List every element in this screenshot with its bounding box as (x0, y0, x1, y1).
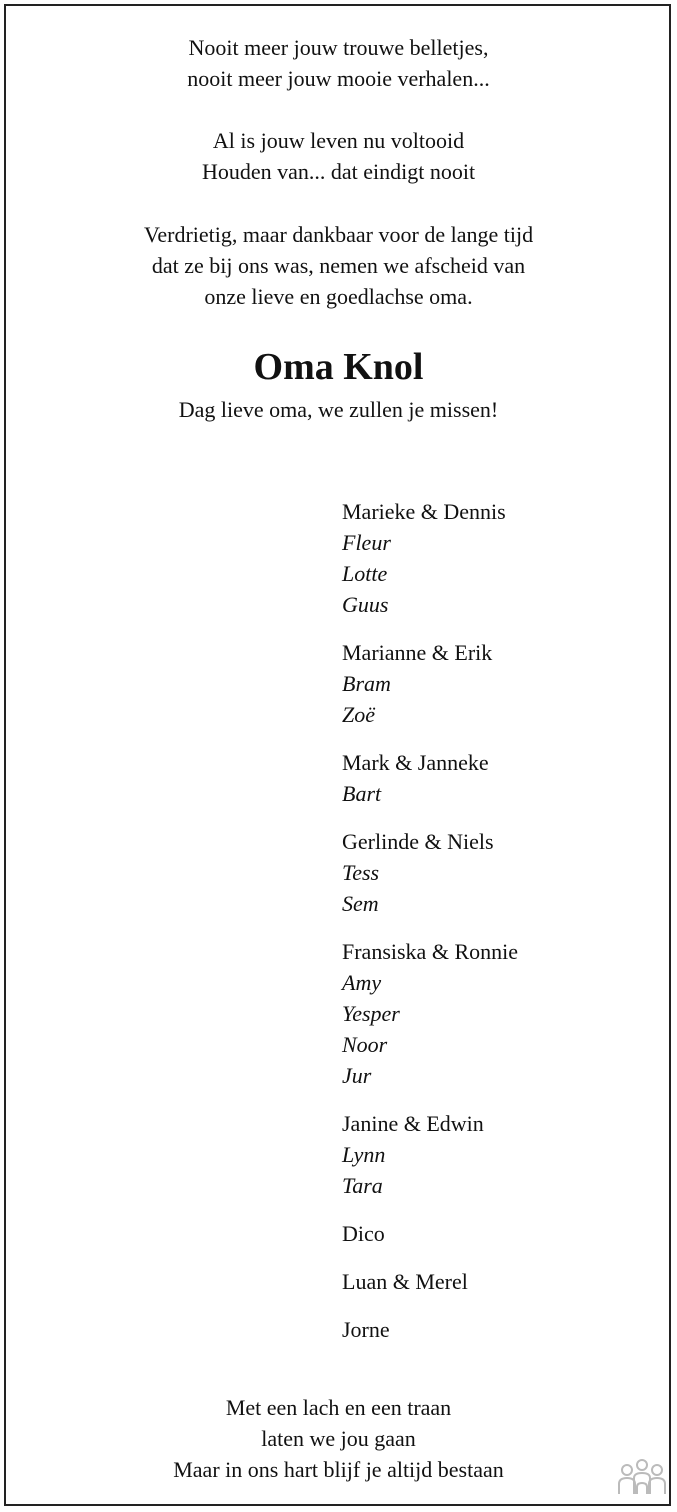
intro-text (0, 219, 677, 312)
intro-line: dat ze bij ons was, nemen we afscheid van (151, 253, 526, 278)
family-group (342, 1108, 662, 1201)
closing-poem (0, 1392, 677, 1485)
family-child: Amy (342, 970, 382, 995)
family-parents: Dico (342, 1221, 385, 1246)
family-parents: Fransiska & Ronnie (342, 939, 518, 964)
poem-line: Houden van... dat eindigt nooit (201, 159, 476, 184)
family-child: Sem (342, 891, 379, 916)
family-group (342, 1218, 662, 1249)
closing-line: Met een lach en een traan (225, 1395, 452, 1420)
family-child: Tara (342, 1173, 383, 1198)
family-child: Lynn (342, 1142, 386, 1167)
closing-line: Maar in ons hart blijf je altijd bestaan (173, 1457, 504, 1482)
poem-line: nooit meer jouw mooie verhalen... (187, 66, 490, 91)
family-group (342, 936, 662, 1091)
poem-middle (0, 125, 677, 187)
family-parents: Marianne & Erik (342, 640, 493, 665)
farewell-text: Dag lieve oma, we zullen je missen! (178, 397, 499, 422)
family-child: Bram (342, 671, 391, 696)
family-parents: Luan & Merel (342, 1269, 468, 1294)
family-group (342, 637, 662, 730)
family-parents: Marieke & Dennis (342, 499, 506, 524)
family-child: Lotte (342, 561, 388, 586)
family-people-icon (617, 1456, 667, 1498)
family-child: Noor (342, 1032, 388, 1057)
family-parents: Jorne (342, 1317, 390, 1342)
family-group (342, 1266, 662, 1297)
poem-line: Nooit meer jouw trouwe belletjes, (188, 35, 489, 60)
family-group (342, 826, 662, 919)
deceased-name: Oma Knol (253, 346, 424, 388)
family-group (342, 496, 662, 620)
poem-line: Al is jouw leven nu voltooid (212, 128, 465, 153)
intro-line: onze lieve en goedlachse oma. (204, 284, 473, 309)
family-child: Fleur (342, 530, 391, 555)
intro-line: Verdrietig, maar dankbaar voor de lange tijd (143, 222, 534, 247)
family-child: Zoë (342, 702, 375, 727)
poem-top (0, 32, 677, 94)
family-child: Yesper (342, 1001, 400, 1026)
family-child: Guus (342, 592, 389, 617)
closing-line: laten we jou gaan (261, 1426, 416, 1451)
farewell-line (0, 394, 677, 425)
family-parents: Janine & Edwin (342, 1111, 484, 1136)
family-group (342, 1314, 662, 1345)
family-list (342, 496, 662, 1362)
family-parents: Gerlinde & Niels (342, 829, 494, 854)
family-parents: Mark & Janneke (342, 750, 489, 775)
family-child: Bart (342, 781, 382, 806)
family-group (342, 747, 662, 809)
family-child: Jur (342, 1063, 372, 1088)
family-child: Tess (342, 860, 380, 885)
